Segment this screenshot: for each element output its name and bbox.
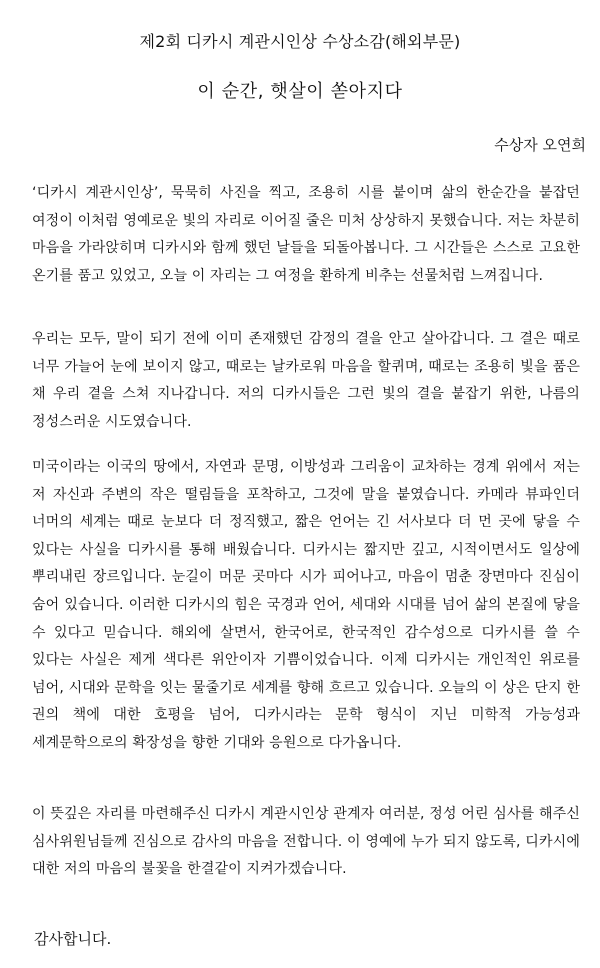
paragraph-4: 이 뜻깊은 자리를 마련해주신 디카시 계관시인상 관계자 여러분, 정성 어린 심사를 해주신 심사위원님들께 진심으로 감사의 마음을 전합니다. 이 영예에 누가 되지 않도록, 디카시에 대한 저의 마음의 불꽃을 한결같이 지켜가겠습니다. — [32, 806, 580, 878]
speech-title: 이 순간, 햇살이 쏟아지다 — [197, 81, 403, 102]
author-name: 수상자 오연희 — [494, 136, 586, 154]
award-heading: 제2회 디카시 계관시인상 수상소감(해외부문) — [139, 32, 461, 51]
paragraph-3: 미국이라는 이국의 땅에서, 자연과 문명, 이방성과 그리움이 교차하는 경계 위에서 저는 저 자신과 주변의 작은 떨림들을 포착하고, 그것에 말을 붙였습니다. 카메라 뷰파인더 너머의 세계는 때로 눈보다 더 정직했고, 짧은 언어는 긴 서사보다 더 먼 곳에 닿을 수 있다는 사실을 디카시를 통해 배웠습니다. 디카시는 짧지만 깊고, 시적이면서도 일상에 뿌리내린 장르입니다. 눈길이 머문 곳마다 시가 피어나고, 마음이 멈춘 장면마다 진심이 숨어 있습니다. 이러한 디카시의 힘은 국경과 언어, 세대와 시대를 넘어 삶의 본질에 닿을 수 있다고 믿습니다. 해외에 살면서, 한국어로, 한국적인 감수성으로 디카시를 쓸 수 있다는 사실은 제게 색다른 위안이자 기쁨이었습니다. 이제 디카시는 개인적인 위로를 넘어, 시대와 문학을 잇는 물줄기로 세계를 향해 흐르고 있습니다. 오늘의 이 상은 단지 한 권의 책에 대한 호평을 넘어, 디카시라는 문학 형식이 지닌 미학적 가능성과 세계문학으로의 확장성을 향한 기대와 응원으로 다가옵니다. — [32, 459, 580, 751]
paragraph-2: 우리는 모두, 말이 되기 전에 이미 존재했던 감정의 결을 안고 살아갑니다. 그 결은 때로 너무 가늘어 눈에 보이지 않고, 때로는 날카로워 마음을 할퀴며, 때로는 조용히 빛을 품은 채 우리 곁을 스쳐 지나갑니다. 저의 디카시들은 그런 빛의 결을 붙잡기 위한, 나름의 정성스러운 시도였습니다. — [32, 331, 580, 430]
paragraph-1: ‘디카시 계관시인상’, 묵묵히 사진을 찍고, 조용히 시를 붙이며 삶의 한순간을 붙잡던 여정이 이처럼 영예로운 빛의 자리로 이어질 줄은 미처 상상하지 못했습니다. 저는 차분히 마음을 가라앉히며 디카시와 함께 했던 날들을 되돌아봅니다. 그 시간들은 스스로 고요한 온기를 품고 있었고, 오늘 이 자리는 그 여정을 환하게 비추는 선물처럼 느껴집니다. — [32, 185, 580, 284]
closing-remark: 감사합니다. — [34, 930, 112, 948]
